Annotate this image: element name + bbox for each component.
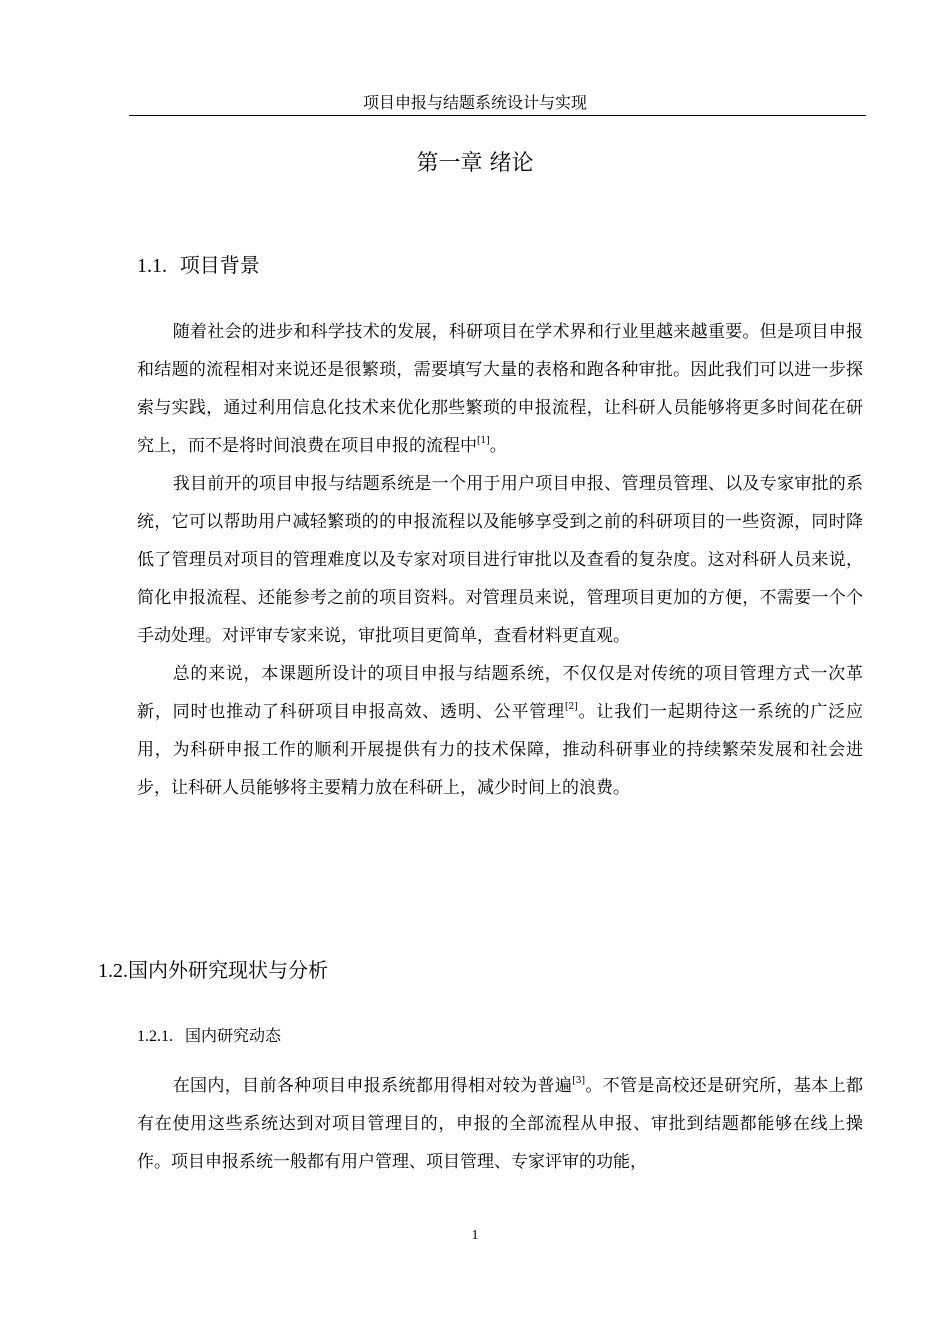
citation: [1]	[477, 436, 490, 446]
citation: [3]	[572, 1076, 586, 1086]
paragraph: 我目前开的项目申报与结题系统是一个用于用户项目申报、管理员管理、以及专家审批的系统，它可以帮助用户减轻繁琐的的申报流程以及能够享受到之前的科研项目的一些资源，同时降低了管理员对项目的管理难度以及专家对项目进行审批以及查看的复杂度。这对科研人员来说，简化申报流程、还能参考之前的项目资料。对管理员来说，管理项目更加的方便，不需要一个个手动处理。对评审专家来说，审批项目更简单，查看材料更直观。	[137, 474, 863, 646]
citation: [2]	[564, 702, 578, 712]
paragraph: 总的来说，本课题所设计的项目申报与结题系统，不仅仅是对传统的项目管理方式一次革新，同时也推动了科研项目申报高效、透明、公平管理[2]。让我们一起期待这一系统的广泛应用，为科研申报工作的顺利开展提供有力的技术保障，推动科研事业的持续繁荣发展和社会进步，让科研人员能够将主要精力放在科研上，减少时间上的浪费。	[137, 664, 864, 798]
page-number: 1	[471, 1228, 479, 1243]
running-header: 项目申报与结题系统设计与实现	[362, 93, 587, 112]
paragraph: 随着社会的进步和科学技术的发展，科研项目在学术界和行业里越来越重要。但是项目申报和结题的流程相对来说还是很繁琐，需要填写大量的表格和跑各种审批。因此我们可以进一步探索与实践，通过利用信息化技术来优化那些繁琐的申报流程，让科研人员能够将更多时间花在研究上，而不是将时间浪费在项目申报的流程中[1]。	[137, 322, 863, 456]
chapter-title: 第一章 绪论	[416, 151, 534, 176]
subsection-title: 国内研究动态	[185, 1026, 282, 1045]
section-number: 1.1.	[137, 255, 167, 277]
section-title: 项目背景	[179, 253, 260, 277]
section-1-1-body	[137, 313, 863, 807]
paragraph: 在国内，目前各种项目申报系统都用得相对较为普遍[3]。不管是高校还是研究所，基本上都有在使用这些系统达到对项目管理目的，申报的全部流程从申报、审批到结题都能够在线上操作。项目申报系统一般都有用户管理、项目管理、专家评审的功能，	[137, 1076, 864, 1172]
section-heading-1-2	[98, 956, 328, 985]
section-number: 1.2.	[98, 960, 128, 982]
subsection-number: 1.2.1.	[137, 1028, 173, 1045]
section-1-2-1-body	[137, 1067, 863, 1181]
section-heading-1-1	[137, 251, 260, 280]
header-rule	[129, 115, 866, 116]
section-title: 国内外研究现状与分析	[128, 958, 328, 982]
subsection-heading-1-2-1	[137, 1024, 281, 1049]
